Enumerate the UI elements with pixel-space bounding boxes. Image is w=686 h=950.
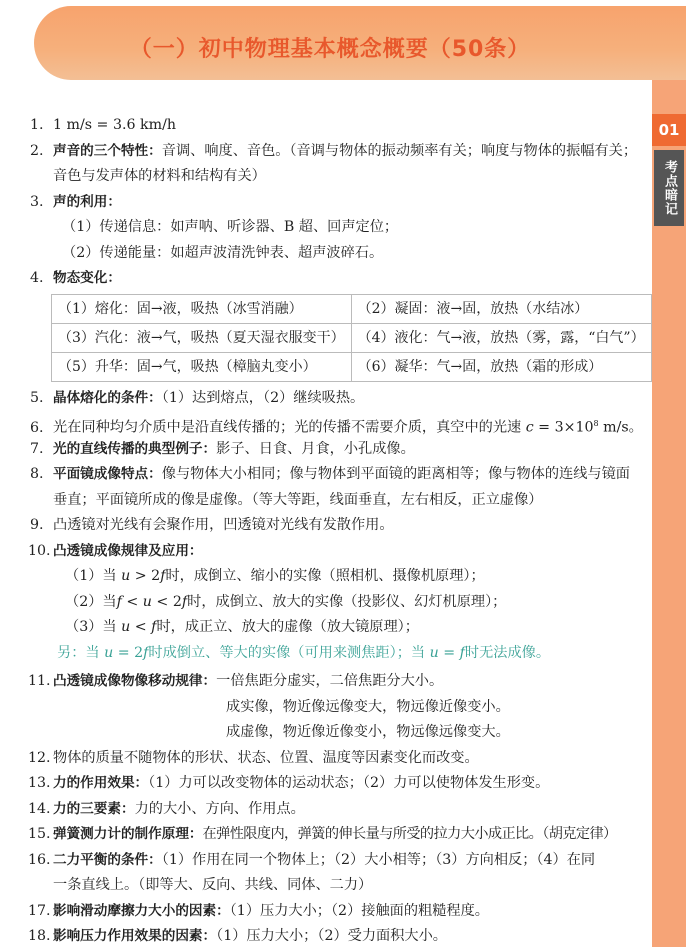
item-3	[0, 190, 650, 216]
item-16	[0, 848, 650, 874]
item-number: 5.	[30, 389, 44, 406]
item-label: 光的直线传播的典型例子：	[53, 440, 217, 457]
table-row	[52, 352, 652, 381]
math-var: f	[459, 644, 465, 661]
item-label: 弹簧测力计的制作原理：	[53, 826, 203, 842]
item-12	[0, 746, 650, 772]
math-var: f	[116, 593, 122, 610]
math-var: f	[160, 568, 166, 584]
table-cell: （2）凝固：液→固，放热（水结冰）	[351, 294, 651, 323]
item-11-cont: 成虚像，物近像近像变小，物远像远像变大。	[226, 724, 510, 740]
item-text: 在弹性限度内，弹簧的伸长量与所受的拉力大小成正比。（胡克定律）	[202, 826, 617, 842]
t: （3）当	[65, 619, 122, 635]
item-number: 13.	[28, 775, 51, 791]
item-number: 14.	[28, 800, 51, 817]
t: < 2	[151, 593, 182, 610]
item-text: （1）力可以改变物体的运动状态；（2）力可以使物体发生形变。	[148, 775, 550, 791]
item-label: 晶体熔化的条件：	[53, 389, 162, 406]
item-number: 18.	[28, 928, 51, 944]
content	[0, 113, 650, 950]
table-cell: （1）熔化：固→液，吸热（冰雪消融）	[52, 294, 352, 323]
item-3-sub: （2）传递能量：如超声波清洗钟表、超声波碎石。	[62, 244, 384, 261]
t: 时，成倒立、缩小的实像（照相机、摄像机原理）；	[165, 568, 485, 584]
item-1	[0, 113, 650, 139]
item-2	[0, 139, 650, 165]
item-8	[0, 462, 650, 488]
state-change-table	[51, 294, 652, 382]
item-text: （1）作用在同一个物体上；（2）大小相等；（3）方向相反；（4）在同	[161, 851, 596, 868]
item-number: 4.	[30, 270, 44, 286]
item-text: （1）压力大小；（2）受力面积大小。	[216, 928, 447, 944]
item-number: 15.	[28, 826, 51, 842]
table-cell: （4）液化：气→液，放热（雾，露，“白气”）	[351, 323, 651, 352]
t: > 2	[130, 568, 161, 584]
math-var: f	[143, 644, 149, 661]
item-10-sub	[0, 564, 650, 590]
item-number: 17.	[28, 902, 51, 919]
item-16-cont: 一条直线上。（即等大、反向、共线、同体、二力）	[53, 877, 373, 893]
item-text: = 3×10	[533, 419, 594, 436]
t: 时无法成像。	[464, 644, 551, 661]
table-row	[52, 323, 652, 352]
table-row	[52, 294, 652, 323]
item-text: 光在同种均匀介质中是沿直线传播的；光的传播不需要介质，真空中的光速	[53, 419, 526, 436]
item-label: 物态变化：	[53, 270, 121, 286]
item-17	[0, 899, 650, 925]
item-8-cont: 垂直；平面镜所成的像是虚像。（等大等距，线面垂直，左右相反，正立虚像）	[53, 491, 543, 508]
item-7	[0, 437, 650, 463]
item-number: 12.	[28, 749, 51, 766]
item-number: 8.	[30, 466, 44, 482]
item-9	[0, 513, 650, 539]
item-number: 7.	[30, 440, 44, 457]
item-label: 力的三要素：	[53, 800, 135, 817]
exponent: 8	[593, 419, 599, 428]
item-15	[0, 822, 650, 848]
t: （1）当	[65, 568, 122, 584]
page-title: （一）初中物理基本概念概要（50条）	[129, 37, 531, 62]
item-label: 平面镜成像特点：	[53, 466, 162, 482]
table-cell: （6）凝华：气→固，放热（霜的形成）	[351, 352, 651, 381]
item-text: 1 m/s = 3.6 km/h	[53, 117, 176, 133]
math-var: u	[104, 644, 114, 661]
item-text: 力的大小、方向、作用点。	[134, 800, 305, 817]
item-10-sub	[0, 590, 650, 616]
item-6	[0, 411, 650, 437]
t: <	[121, 593, 143, 610]
t: = 2	[113, 644, 144, 661]
math-var: u	[142, 593, 152, 610]
item-text: 凸透镜对光线有会聚作用，凹透镜对光线有发散作用。	[53, 517, 394, 533]
table-cell: （3）汽化：液→气，吸热（夏天湿衣服变干）	[52, 323, 352, 352]
chapter-label-tab[interactable]: 考点暗记	[654, 150, 684, 226]
item-label: 影响滑动摩擦力大小的因素：	[53, 902, 230, 919]
item-number: 10.	[28, 542, 51, 559]
item-text: m/s。	[598, 419, 643, 436]
t: <	[130, 619, 152, 635]
t: 时，成正立、放大的虚像（放大镜原理）；	[156, 619, 419, 635]
item-13	[0, 771, 650, 797]
item-label: 声音的三个特性：	[53, 142, 162, 159]
item-number: 1.	[30, 117, 44, 133]
item-text: （1）达到熔点，（2）继续吸热。	[161, 389, 365, 406]
t: （2）当	[65, 593, 117, 610]
item-number: 11.	[28, 673, 51, 689]
t: 时，成倒立、放大的实像（投影仪、幻灯机原理）；	[187, 593, 507, 610]
item-number: 16.	[28, 851, 51, 868]
t: 时成倒立、等大的实像（可用来测焦距）；当	[148, 644, 430, 661]
item-number: 3.	[30, 193, 44, 210]
math-var: u	[121, 619, 131, 635]
item-text: （1）压力大小；（2）接触面的粗糙程度。	[229, 902, 489, 919]
t: 另：当	[57, 644, 105, 661]
math-var: f	[151, 619, 157, 635]
math-var: f	[181, 593, 188, 610]
item-label: 二力平衡的条件：	[53, 851, 162, 868]
item-text: 影子、日食、月食，小孔成像。	[216, 440, 415, 457]
item-text: 物体的质量不随物体的形状、状态、位置、温度等因素变化而改变。	[53, 749, 479, 766]
item-18	[0, 924, 650, 950]
item-10	[0, 539, 650, 565]
item-10-note	[0, 641, 650, 667]
math-var: c	[525, 419, 534, 436]
item-label: 力的作用效果：	[53, 775, 149, 791]
item-11-cont: 成实像，物近像远像变大，物远像近像变小。	[226, 698, 510, 715]
math-var: u	[429, 644, 439, 661]
item-11	[0, 669, 650, 695]
item-label: 影响压力作用效果的因素：	[53, 928, 217, 944]
t: =	[438, 644, 460, 661]
item-2-cont: 音色与发声体的材料和结构有关）	[53, 168, 266, 184]
item-3-sub: （1）传递信息：如声呐、听诊器、B 超、回声定位；	[62, 219, 399, 235]
math-var: u	[121, 568, 131, 584]
item-4	[0, 266, 650, 292]
item-label: 声的利用：	[53, 193, 121, 210]
item-14	[0, 797, 650, 823]
table-cell: （5）升华：固→气，吸热（樟脑丸变小）	[52, 352, 352, 381]
chapter-number-tab[interactable]: 01	[652, 114, 686, 146]
item-text: 音调、响度、音色。（音调与物体的振动频率有关；响度与物体的振幅有关；	[161, 142, 638, 159]
item-number: 6.	[30, 419, 44, 436]
item-label: 凸透镜成像规律及应用：	[53, 542, 203, 559]
item-5	[0, 386, 650, 412]
item-number: 9.	[30, 517, 44, 533]
item-text: 像与物体大小相同；像与物体到平面镜的距离相等；像与物体的连线与镜面	[161, 466, 630, 482]
item-text: 一倍焦距分虚实，二倍焦距分大小。	[216, 673, 444, 689]
item-number: 2.	[30, 142, 44, 159]
item-label: 凸透镜成像物像移动规律：	[53, 673, 217, 689]
item-10-sub	[0, 615, 650, 641]
